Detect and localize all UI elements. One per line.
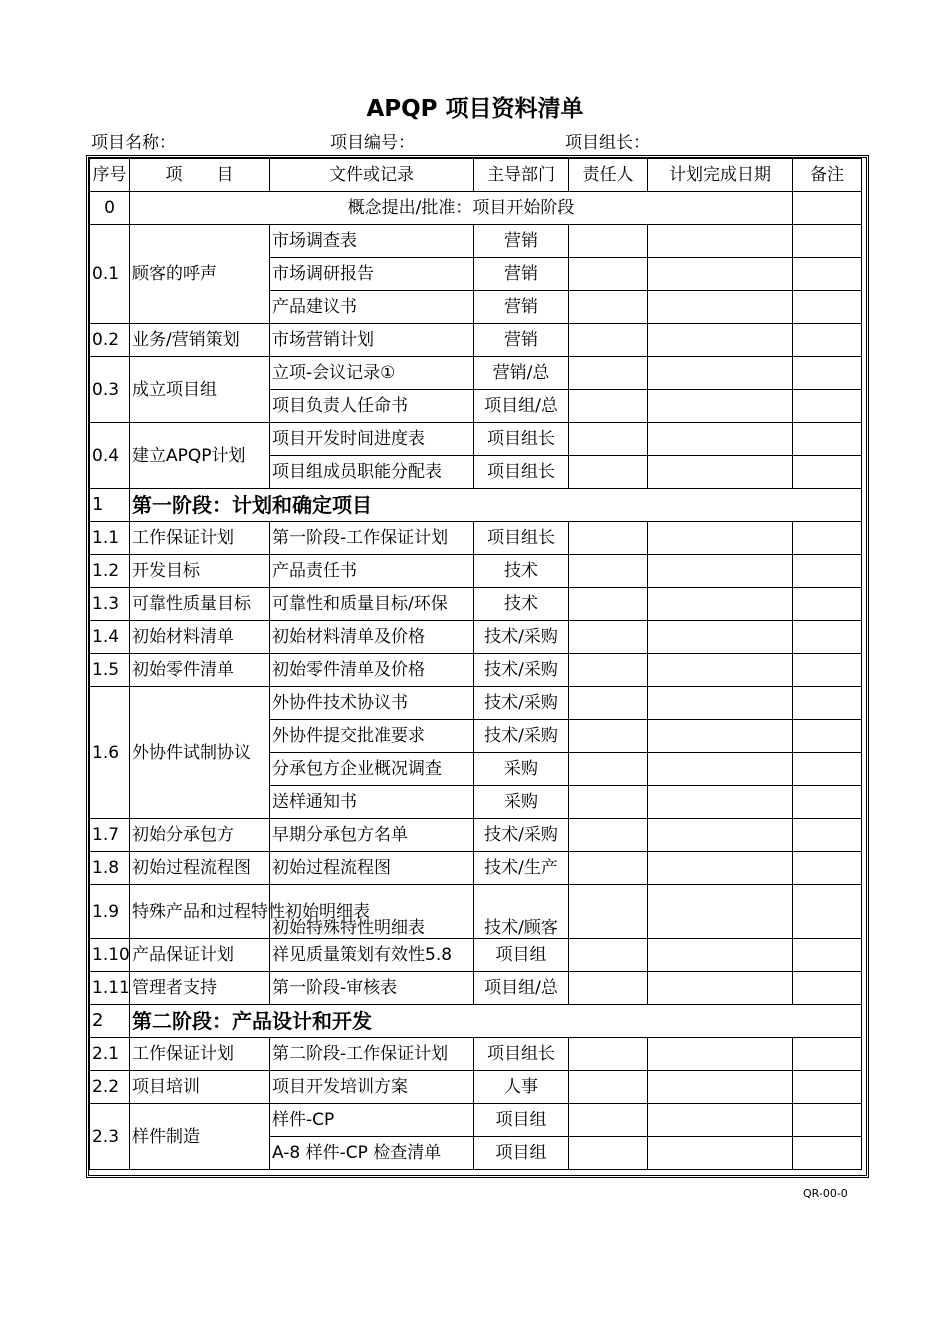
doc-cell: 外协件提交批准要求 <box>270 720 474 753</box>
item-number: 1.4 <box>90 621 130 654</box>
item-name: 产品保证计划 <box>130 939 270 972</box>
dept-cell: 采购 <box>474 786 569 819</box>
date-cell <box>648 390 793 423</box>
date-cell <box>648 456 793 489</box>
dept-cell: 采购 <box>474 753 569 786</box>
doc-cell: 项目开发培训方案 <box>270 1071 474 1104</box>
table-row <box>90 324 862 357</box>
doc-cell: 项目组成员职能分配表 <box>270 456 474 489</box>
owner-cell <box>569 390 648 423</box>
table-row <box>90 555 862 588</box>
form-code: QR-00-0 <box>803 1187 848 1200</box>
dept-cell: 营销 <box>474 258 569 291</box>
owner-cell <box>569 291 648 324</box>
doc-cell: 立项-会议记录① <box>270 357 474 390</box>
owner-cell <box>569 258 648 291</box>
date-cell <box>648 1038 793 1071</box>
dept-cell: 技术 <box>474 555 569 588</box>
project-name-label: 项目名称： <box>91 133 176 153</box>
note-cell <box>793 588 862 621</box>
doc-cell: 项目开发时间进度表 <box>270 423 474 456</box>
dept-cell: 营销 <box>474 324 569 357</box>
table-row <box>90 1071 862 1104</box>
project-leader-label: 项目组长： <box>565 133 650 153</box>
doc-cell: 项目负责人任命书 <box>270 390 474 423</box>
note-cell <box>793 390 862 423</box>
phase0-title: 概念提出/批准：项目开始阶段 <box>130 192 793 225</box>
item-name: 工作保证计划 <box>130 1038 270 1071</box>
note-cell <box>793 972 862 1005</box>
dept-cell: 技术/采购 <box>474 654 569 687</box>
doc-cell: A-8 样件-CP 检查清单 <box>270 1137 474 1170</box>
item-number: 1.8 <box>90 852 130 885</box>
header-row <box>90 159 862 192</box>
note-cell <box>793 1071 862 1104</box>
table-row <box>90 225 862 258</box>
item-name: 特殊产品和过程特性初始明细表 <box>130 885 270 939</box>
owner-cell <box>569 324 648 357</box>
item-number: 1.11 <box>90 972 130 1005</box>
dept-cell: 营销 <box>474 225 569 258</box>
doc-cell: 初始材料清单及价格 <box>270 621 474 654</box>
dept-cell: 人事 <box>474 1071 569 1104</box>
doc-cell: 产品责任书 <box>270 555 474 588</box>
owner-cell <box>569 819 648 852</box>
date-cell <box>648 423 793 456</box>
stage-number: 0 <box>90 192 130 225</box>
owner-cell <box>569 720 648 753</box>
owner-cell <box>569 555 648 588</box>
doc-cell: 市场调查表 <box>270 225 474 258</box>
note-cell <box>793 1137 862 1170</box>
item-name: 外协件试制协议 <box>130 687 270 819</box>
date-cell <box>648 786 793 819</box>
item-name: 可靠性质量目标 <box>130 588 270 621</box>
header-cell: 备注 <box>793 159 862 192</box>
item-number: 0.3 <box>90 357 130 423</box>
item-name: 顾客的呼声 <box>130 225 270 324</box>
owner-cell <box>569 939 648 972</box>
table-row <box>90 621 862 654</box>
note-cell <box>793 621 862 654</box>
date-cell <box>648 225 793 258</box>
item-name: 成立项目组 <box>130 357 270 423</box>
dept-cell: 项目组/总 <box>474 972 569 1005</box>
owner-cell <box>569 972 648 1005</box>
dept-cell: 技术/采购 <box>474 621 569 654</box>
table-row <box>90 939 862 972</box>
item-number: 1.3 <box>90 588 130 621</box>
header-cell: 主导部门 <box>474 159 569 192</box>
stage-title: 第二阶段：产品设计和开发 <box>130 1005 862 1038</box>
date-cell <box>648 687 793 720</box>
note-cell <box>793 456 862 489</box>
table-row <box>90 885 862 939</box>
doc-cell: 分承包方企业概况调查 <box>270 753 474 786</box>
item-number: 0.2 <box>90 324 130 357</box>
document-title: APQP 项目资料清单 <box>366 96 584 122</box>
owner-cell <box>569 522 648 555</box>
project-number-label: 项目编号： <box>330 133 415 153</box>
header-cell: 计划完成日期 <box>648 159 793 192</box>
table-row <box>90 972 862 1005</box>
item-name: 建立APQP计划 <box>130 423 270 489</box>
doc-cell: 送样通知书 <box>270 786 474 819</box>
date-cell <box>648 939 793 972</box>
table-row <box>90 522 862 555</box>
owner-cell <box>569 786 648 819</box>
item-number: 0.1 <box>90 225 130 324</box>
item-number: 2.3 <box>90 1104 130 1170</box>
doc-cell: 样件-CP <box>270 1104 474 1137</box>
owner-cell <box>569 588 648 621</box>
note-cell <box>793 258 862 291</box>
date-cell <box>648 1071 793 1104</box>
doc-cell: 初始特殊特性明细表 <box>270 885 474 939</box>
dept-cell: 项目组 <box>474 939 569 972</box>
item-number: 1.9 <box>90 885 130 939</box>
header-cell: 文件或记录 <box>270 159 474 192</box>
stage-number: 2 <box>90 1005 130 1038</box>
note-cell <box>793 753 862 786</box>
table-row <box>90 687 862 720</box>
dept-cell: 技术 <box>474 588 569 621</box>
dept-cell: 项目组长 <box>474 1038 569 1071</box>
note-cell <box>793 654 862 687</box>
note-cell <box>793 720 862 753</box>
doc-cell: 早期分承包方名单 <box>270 819 474 852</box>
date-cell <box>648 972 793 1005</box>
item-number: 1.2 <box>90 555 130 588</box>
note-cell <box>793 852 862 885</box>
date-cell <box>648 720 793 753</box>
doc-cell: 市场营销计划 <box>270 324 474 357</box>
owner-cell <box>569 1038 648 1071</box>
note-cell <box>793 291 862 324</box>
item-number: 1.7 <box>90 819 130 852</box>
table-row <box>90 819 862 852</box>
item-number: 0.4 <box>90 423 130 489</box>
dept-cell: 技术/顾客 <box>474 885 569 939</box>
owner-cell <box>569 456 648 489</box>
date-cell <box>648 1137 793 1170</box>
owner-cell <box>569 225 648 258</box>
item-name: 开发目标 <box>130 555 270 588</box>
item-name: 业务/营销策划 <box>130 324 270 357</box>
dept-cell: 项目组长 <box>474 423 569 456</box>
note-cell <box>793 522 862 555</box>
doc-cell: 第一阶段-工作保证计划 <box>270 522 474 555</box>
date-cell <box>648 522 793 555</box>
dept-cell: 项目组 <box>474 1137 569 1170</box>
owner-cell <box>569 621 648 654</box>
table-row <box>90 1038 862 1071</box>
doc-cell: 外协件技术协议书 <box>270 687 474 720</box>
dept-cell: 营销/总 <box>474 357 569 390</box>
table-row <box>90 1104 862 1137</box>
header-cell: 责任人 <box>569 159 648 192</box>
header-cell: 序号 <box>90 159 130 192</box>
dept-cell: 项目组长 <box>474 456 569 489</box>
owner-cell <box>569 1104 648 1137</box>
date-cell <box>648 819 793 852</box>
owner-cell <box>569 423 648 456</box>
note-cell <box>793 939 862 972</box>
doc-cell: 第二阶段-工作保证计划 <box>270 1038 474 1071</box>
date-cell <box>648 1104 793 1137</box>
stage-row <box>90 1005 862 1038</box>
item-number: 2.1 <box>90 1038 130 1071</box>
item-number: 1.10 <box>90 939 130 972</box>
date-cell <box>648 654 793 687</box>
item-name: 管理者支持 <box>130 972 270 1005</box>
date-cell <box>648 753 793 786</box>
note-cell <box>793 324 862 357</box>
date-cell <box>648 291 793 324</box>
apqp-checklist-table <box>89 158 862 1170</box>
item-number: 2.2 <box>90 1071 130 1104</box>
note-cell <box>793 225 862 258</box>
note-cell <box>793 786 862 819</box>
item-name: 项目培训 <box>130 1071 270 1104</box>
note-cell <box>793 192 862 225</box>
owner-cell <box>569 753 648 786</box>
doc-cell: 产品建议书 <box>270 291 474 324</box>
date-cell <box>648 555 793 588</box>
date-cell <box>648 258 793 291</box>
doc-cell: 市场调研报告 <box>270 258 474 291</box>
note-cell <box>793 687 862 720</box>
item-name: 初始零件清单 <box>130 654 270 687</box>
item-name: 初始过程流程图 <box>130 852 270 885</box>
owner-cell <box>569 1137 648 1170</box>
header-cell: 项 目 <box>130 159 270 192</box>
doc-cell: 初始过程流程图 <box>270 852 474 885</box>
stage-title: 第一阶段：计划和确定项目 <box>130 489 862 522</box>
owner-cell <box>569 687 648 720</box>
dept-cell: 营销 <box>474 291 569 324</box>
item-number: 1.1 <box>90 522 130 555</box>
doc-cell: 可靠性和质量目标/环保 <box>270 588 474 621</box>
doc-cell: 第一阶段-审核表 <box>270 972 474 1005</box>
date-cell <box>648 852 793 885</box>
table-row <box>90 852 862 885</box>
stage-row <box>90 489 862 522</box>
item-name: 工作保证计划 <box>130 522 270 555</box>
note-cell <box>793 357 862 390</box>
dept-cell: 项目组 <box>474 1104 569 1137</box>
table-row <box>90 423 862 456</box>
date-cell <box>648 621 793 654</box>
dept-cell: 技术/采购 <box>474 720 569 753</box>
table-row <box>90 357 862 390</box>
stage-number: 1 <box>90 489 130 522</box>
date-cell <box>648 324 793 357</box>
table-row <box>90 588 862 621</box>
dept-cell: 技术/生产 <box>474 852 569 885</box>
note-cell <box>793 1104 862 1137</box>
item-number: 1.5 <box>90 654 130 687</box>
doc-cell: 初始零件清单及价格 <box>270 654 474 687</box>
owner-cell <box>569 852 648 885</box>
date-cell <box>648 357 793 390</box>
note-cell <box>793 423 862 456</box>
note-cell <box>793 885 862 939</box>
dept-cell: 技术/采购 <box>474 687 569 720</box>
phase0-row <box>90 192 862 225</box>
note-cell <box>793 555 862 588</box>
table-row <box>90 654 862 687</box>
note-cell <box>793 1038 862 1071</box>
owner-cell <box>569 654 648 687</box>
doc-cell: 祥见质量策划有效性5.8 <box>270 939 474 972</box>
dept-cell: 项目组/总 <box>474 390 569 423</box>
date-cell <box>648 885 793 939</box>
owner-cell <box>569 357 648 390</box>
owner-cell <box>569 885 648 939</box>
note-cell <box>793 819 862 852</box>
dept-cell: 项目组长 <box>474 522 569 555</box>
item-number: 1.6 <box>90 687 130 819</box>
dept-cell: 技术/采购 <box>474 819 569 852</box>
item-name: 初始分承包方 <box>130 819 270 852</box>
item-name: 样件制造 <box>130 1104 270 1170</box>
owner-cell <box>569 1071 648 1104</box>
date-cell <box>648 588 793 621</box>
item-name: 初始材料清单 <box>130 621 270 654</box>
